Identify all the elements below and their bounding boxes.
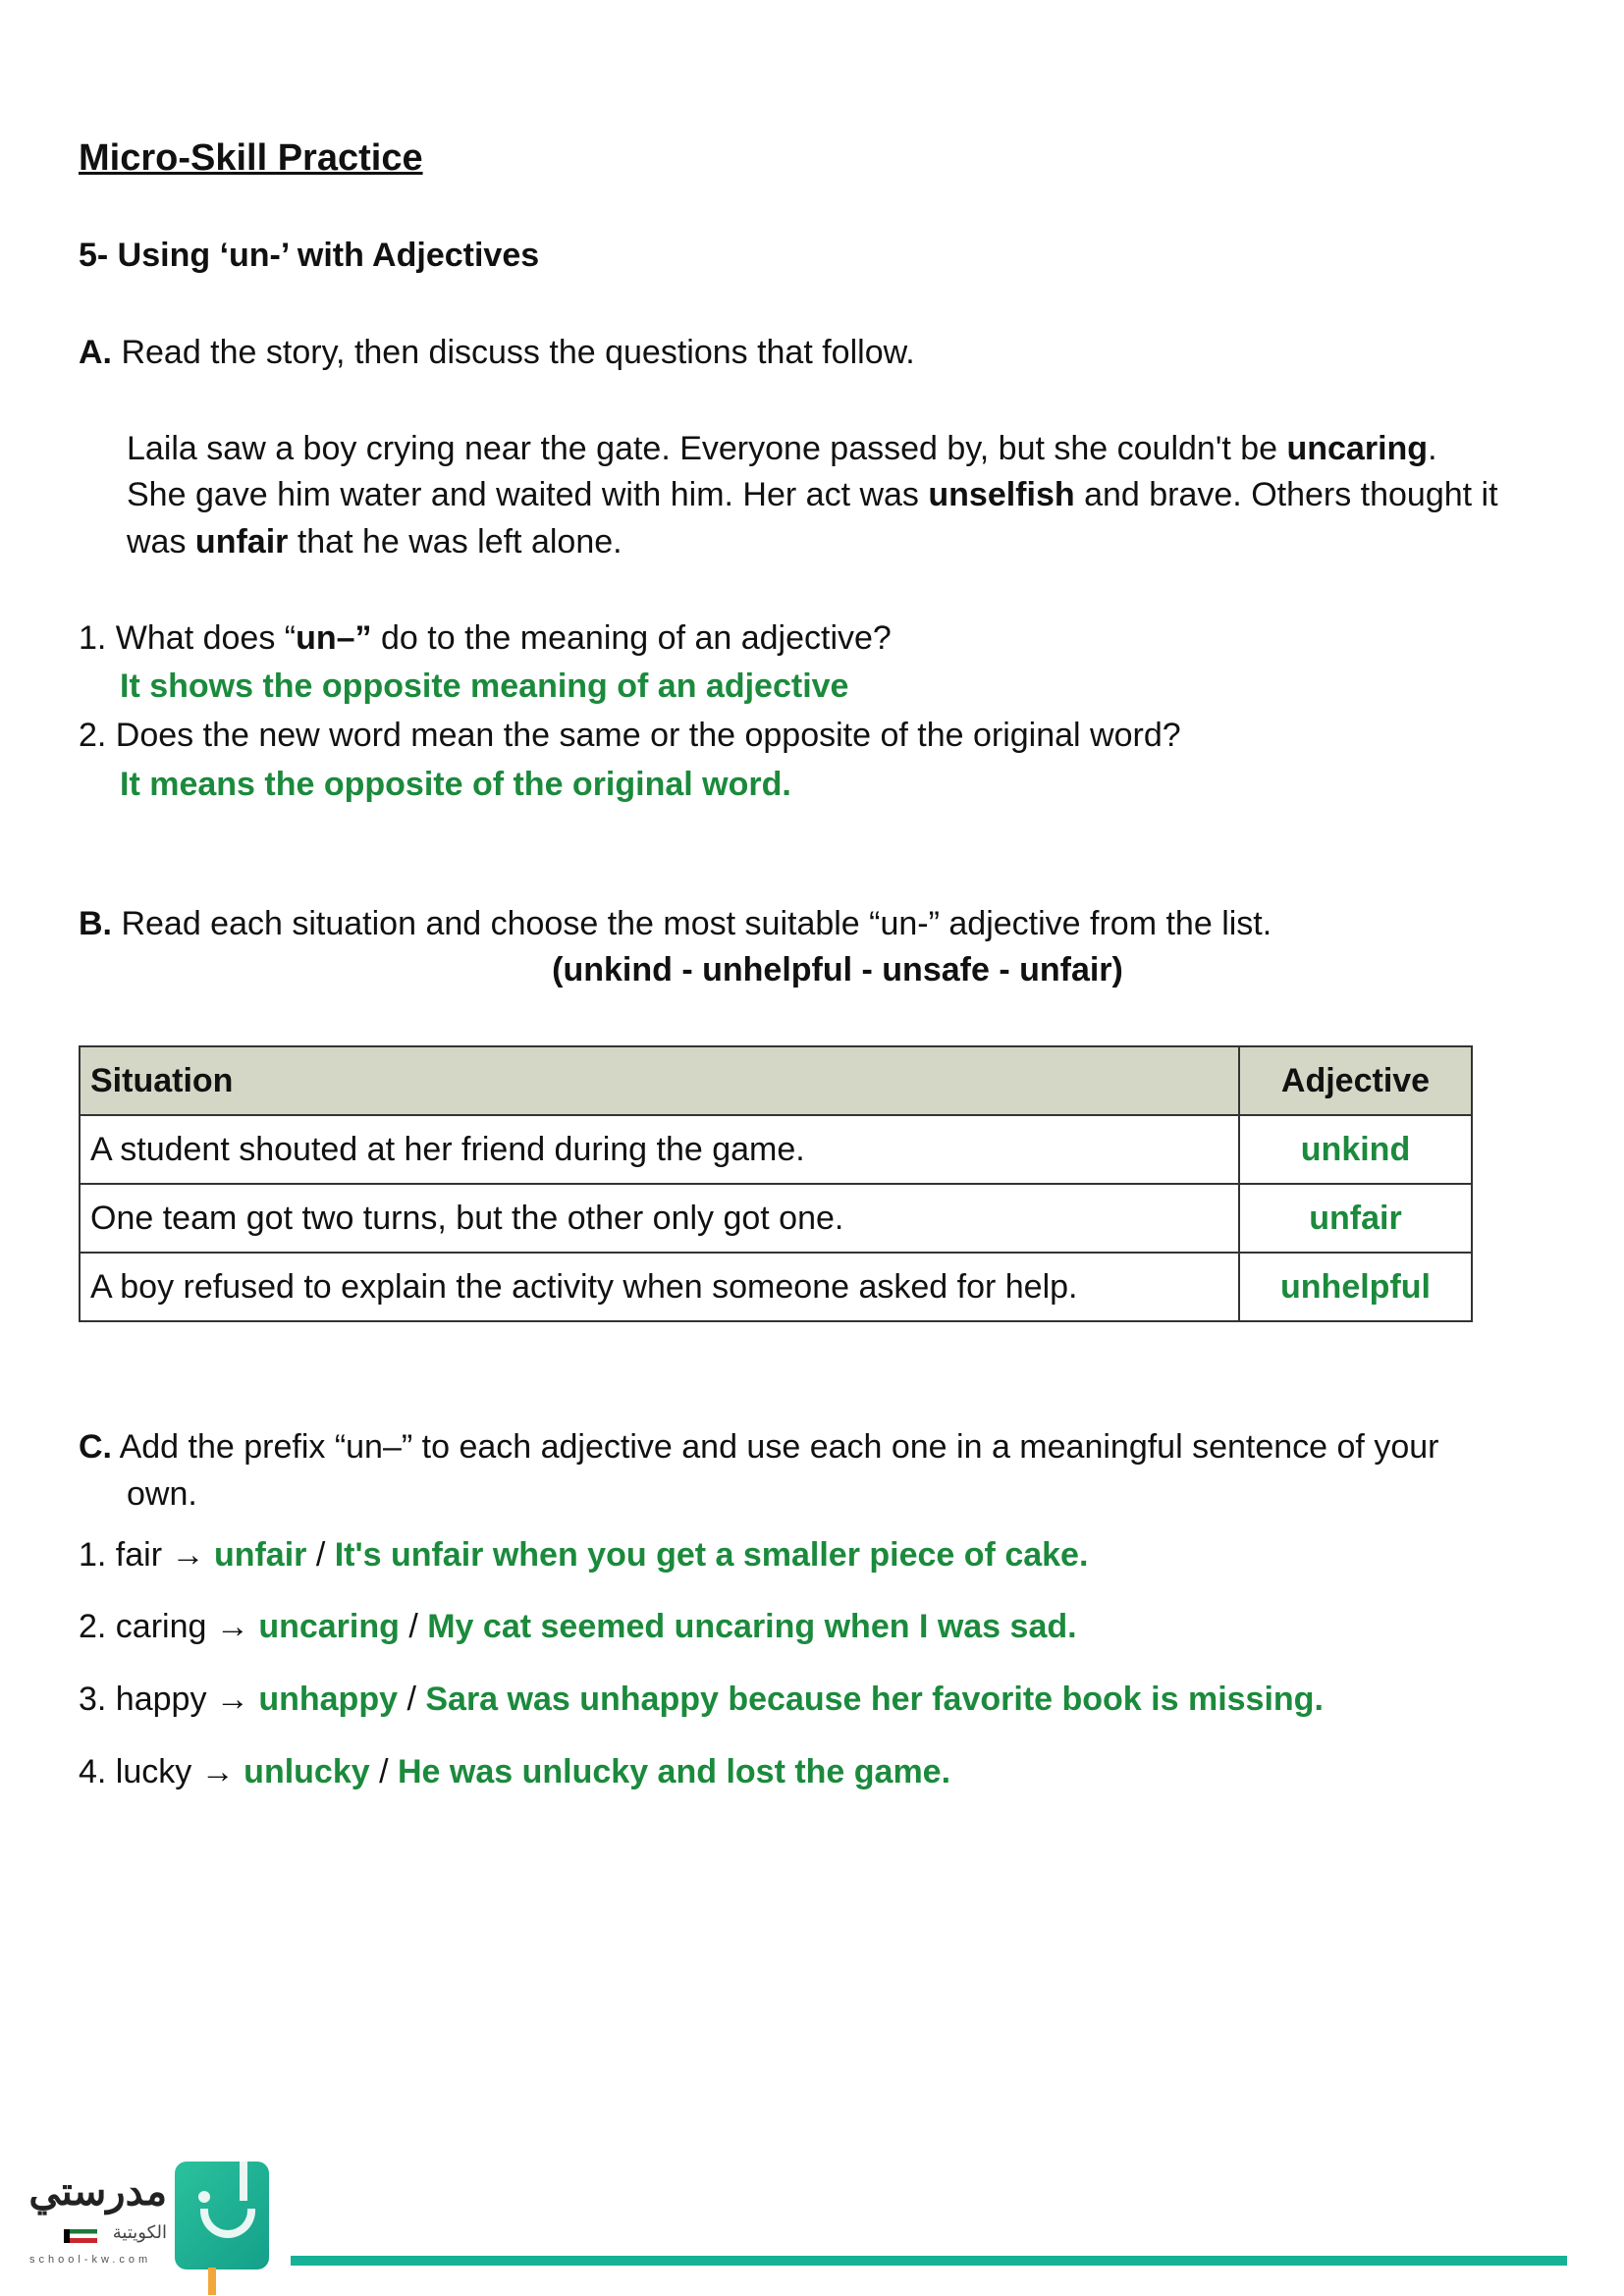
page-title: Micro-Skill Practice [79, 137, 423, 179]
list-item: 1. fair → unfair / It's unfair when you get a smaller piece of cake. [79, 1536, 1089, 1574]
school-logo: مدرستي الكويتية school-kw.com [20, 2160, 285, 2292]
part-c-label: C. [79, 1428, 112, 1466]
situation-cell: A boy refused to explain the activity when someone asked for help. [80, 1253, 1239, 1321]
situation-cell: One team got two turns, but the other only got one. [80, 1184, 1239, 1253]
table-row [80, 1184, 1472, 1253]
header-adjective: Adjective [1239, 1046, 1472, 1115]
table-row [80, 1115, 1472, 1184]
question-2: 2. Does the new word mean the same or the opposite of the original word? [79, 717, 1181, 754]
part-b-label: B. [79, 905, 112, 942]
part-a-label: A. [79, 334, 112, 371]
answer-2: It means the opposite of the original word. [120, 766, 791, 803]
adjective-cell: unfair [1239, 1184, 1472, 1253]
story-line: was unfair that he was left alone. [127, 523, 623, 561]
logo-book-icon [175, 2162, 269, 2269]
question-1: 1. What does “un–” do to the meaning of an adjective? [79, 619, 892, 657]
table-row [80, 1253, 1472, 1321]
footer-divider [291, 2256, 1567, 2266]
section-heading: 5- Using ‘un-’ with Adjectives [79, 237, 540, 274]
list-item: 3. happy → unhappy / Sara was unhappy because her favorite book is missing. [79, 1681, 1324, 1718]
story-line: She gave him water and waited with him. Her act was unselfish and brave. Others thought it [127, 476, 1498, 513]
part-a-instruction [79, 329, 915, 376]
part-c-instruction: C. Add the prefix “un–” to each adjective and use each one in a meaningful sentence of your [79, 1428, 1439, 1466]
kuwait-flag-icon [64, 2229, 97, 2243]
adjective-cell: unkind [1239, 1115, 1472, 1184]
part-c-instruction-cont: own. [127, 1475, 197, 1513]
header-situation: Situation [80, 1046, 1239, 1115]
adjective-cell: unhelpful [1239, 1253, 1472, 1321]
list-item: 2. caring → uncaring / My cat seemed uncaring when I was sad. [79, 1608, 1077, 1645]
list-item: 4. lucky → unlucky / He was unlucky and lost the game. [79, 1753, 951, 1790]
story-line: Laila saw a boy crying near the gate. Everyone passed by, but she couldn't be uncaring. [127, 430, 1437, 467]
table-header-row [80, 1046, 1472, 1115]
situation-cell: A student shouted at her friend during the game. [80, 1115, 1239, 1184]
part-b-instruction: B. Read each situation and choose the most suitable “un-” adjective from the list. [79, 905, 1272, 942]
instruction-text: Read the story, then discuss the questions that follow. [121, 334, 915, 371]
answer-1: It shows the opposite meaning of an adjective [120, 667, 849, 705]
situation-table [79, 1045, 1473, 1322]
word-list: (unkind - unhelpful - unsafe - unfair) [552, 951, 1123, 988]
